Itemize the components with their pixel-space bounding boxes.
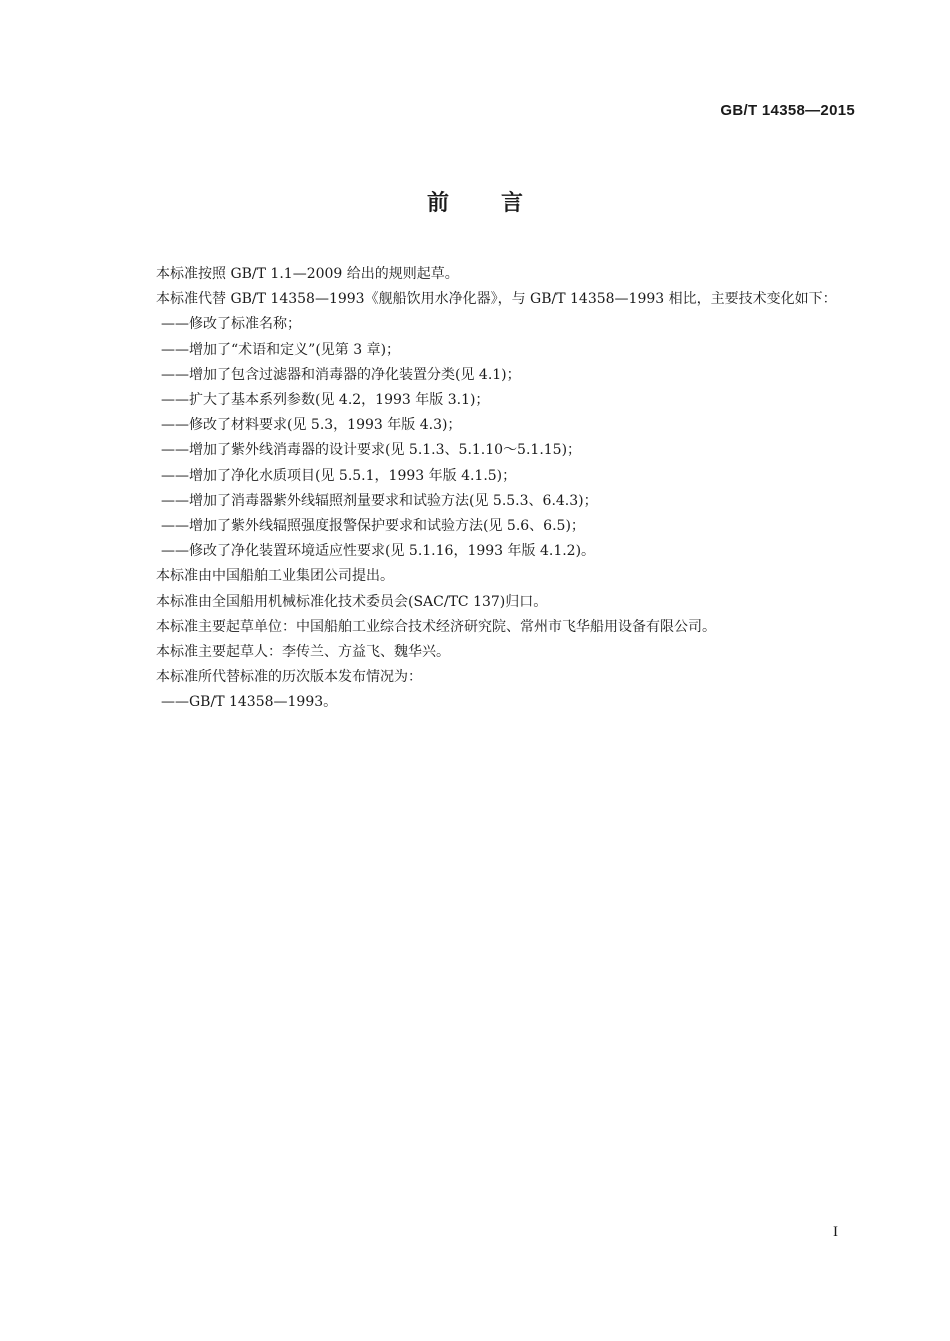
change-item: ——增加了“术语和定义”(见第 3 章)； [161,341,401,358]
drafting-rule-paragraph: 本标准按照 GB/T 1.1—2009 给出的规则起草。 [156,266,459,282]
replacement-paragraph: 本标准代替 GB/T 14358—1993《舰船饮用水净化器》，与 GB/T 14358—1993 相比，主要技术变化如下： [156,291,837,308]
page-title: 前言 [426,191,575,216]
drafting-units-paragraph: 本标准主要起草单位：中国船舶工业综合技术经济研究院、常州市飞华船用设备有限公司。 [156,618,716,635]
history-item: ——GB/T 14358—1993。 [161,694,338,711]
history-list [125,690,860,715]
change-item: ——增加了紫外线消毒器的设计要求(见 5.1.3、5.1.10～5.1.15)； [161,442,582,459]
change-item: ——增加了紫外线辐照强度报警保护要求和试验方法(见 5.6、6.5)； [161,518,585,535]
foreword-body [125,262,860,716]
standard-code: GB/T 14358—2015 [720,102,855,119]
change-item: ——增加了净化水质项目(见 5.5.1，1993 年版 4.1.5)； [161,467,517,484]
change-item: ——修改了净化装置环境适应性要求(见 5.1.16，1993 年版 4.1.2)。 [161,543,596,560]
drafters-paragraph: 本标准主要起草人：李传兰、方益飞、魏华兴。 [156,644,450,661]
proposer-paragraph: 本标准由中国船舶工业集团公司提出。 [156,568,394,585]
committee-paragraph: 本标准由全国船用机械标准化技术委员会(SAC/TC 137)归口。 [156,593,548,610]
change-item: ——增加了消毒器紫外线辐照剂量要求和试验方法(见 5.5.3、6.4.3)； [161,492,598,509]
change-item: ——增加了包含过滤器和消毒器的净化装置分类(见 4.1)； [161,366,521,383]
change-item: ——修改了标准名称； [161,316,301,333]
change-item: ——修改了材料要求(见 5.3，1993 年版 4.3)； [161,417,462,434]
history-intro-paragraph: 本标准所代替标准的历次版本发布情况为： [156,669,422,686]
change-item: ——扩大了基本系列参数(见 4.2，1993 年版 3.1)； [161,392,490,409]
changes-list [125,312,860,564]
page-number: I [833,1224,838,1240]
